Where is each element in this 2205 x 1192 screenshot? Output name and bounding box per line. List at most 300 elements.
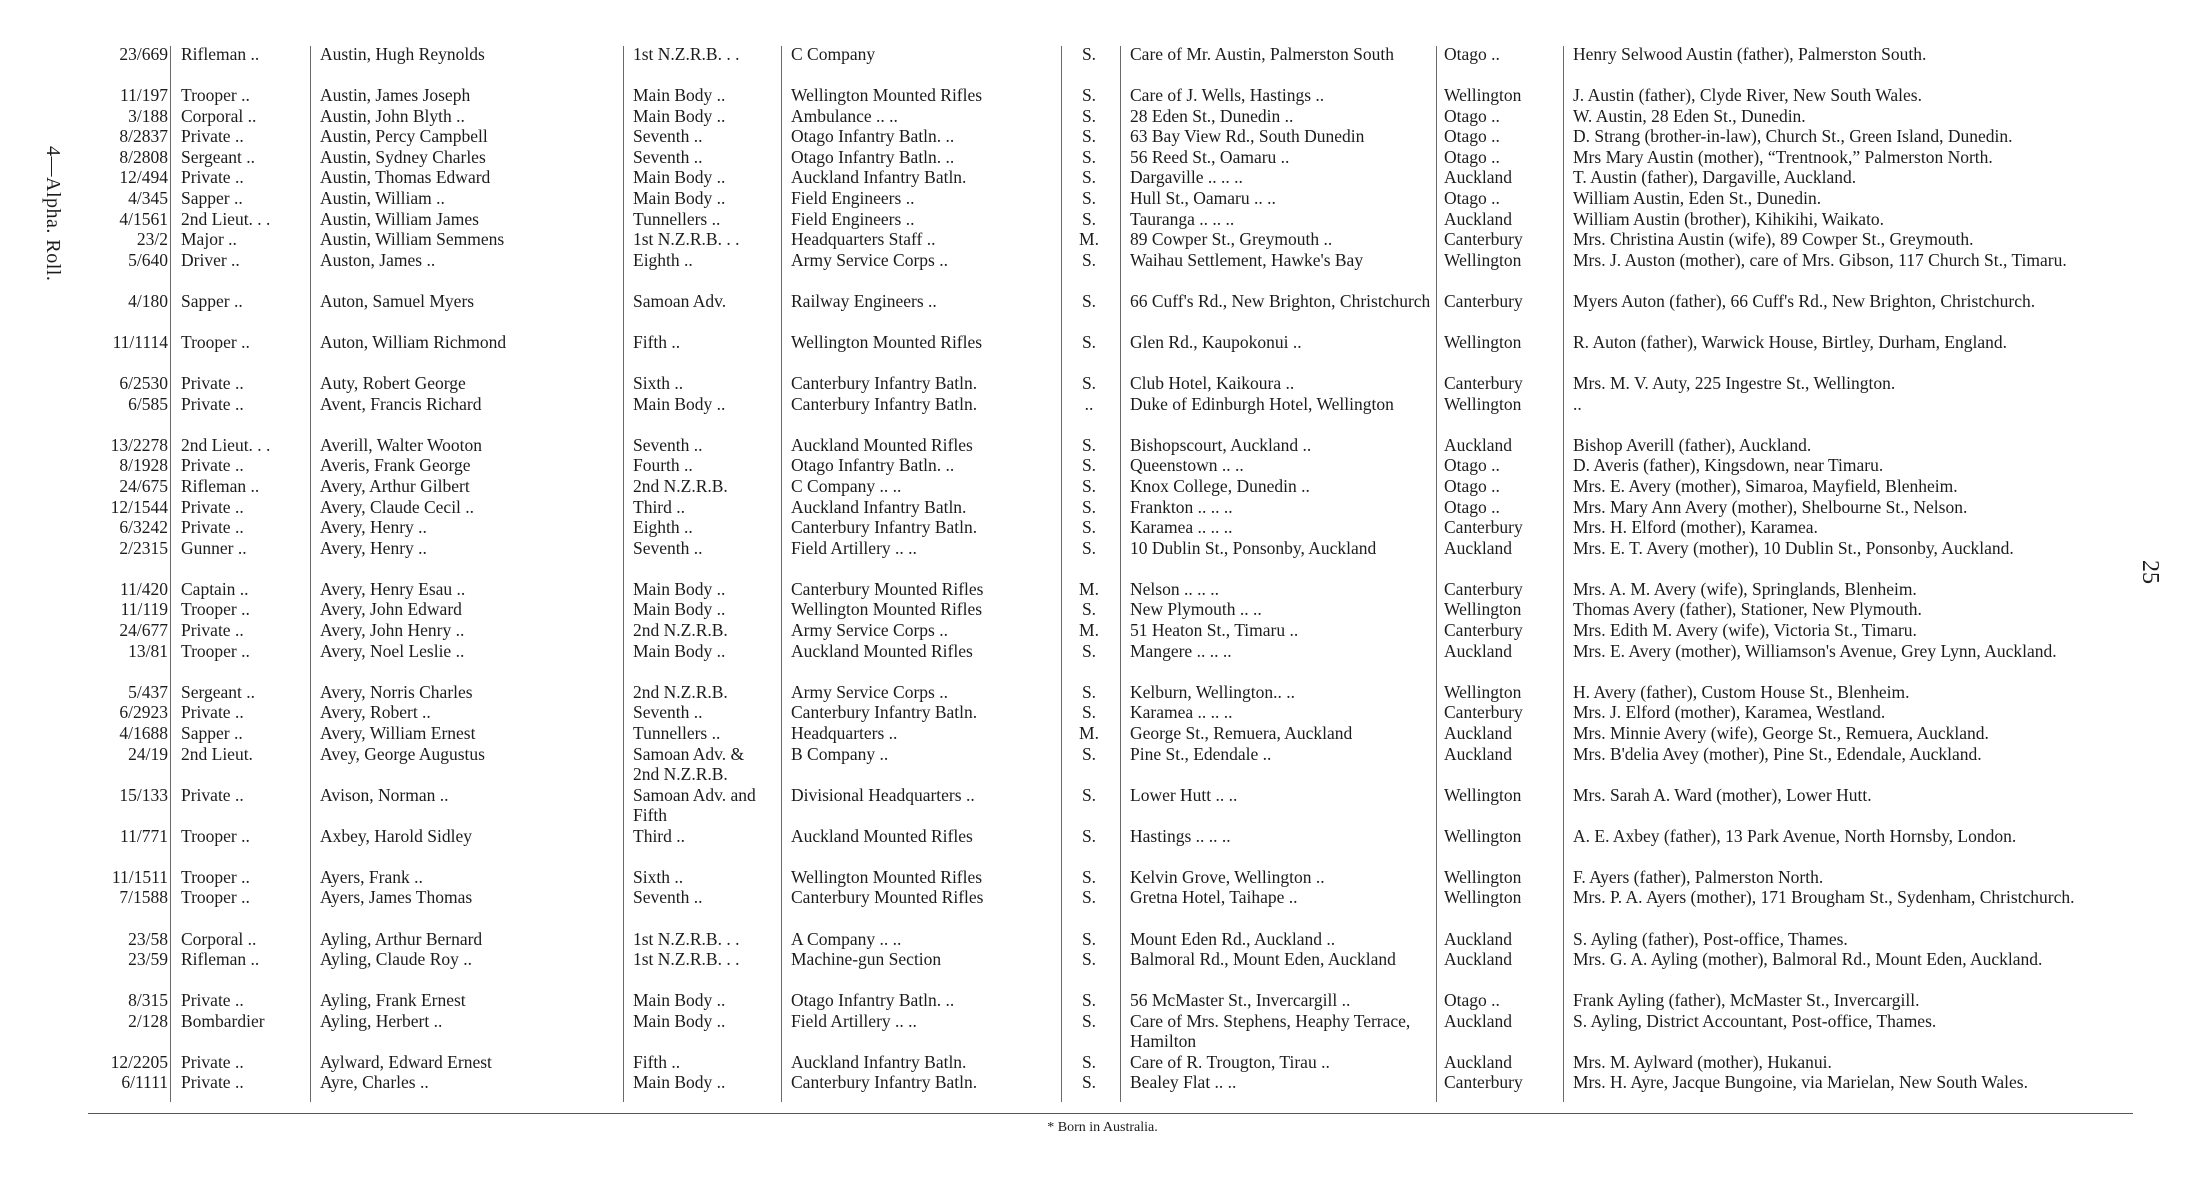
district: Otago .. xyxy=(1444,146,1500,167)
table-row xyxy=(0,641,2205,682)
sub-unit: Divisional Headquarters .. xyxy=(791,784,975,805)
service-number: 4/1561 xyxy=(119,208,168,229)
sub-unit: Wellington Mounted Rifles xyxy=(791,599,983,620)
next-of-kin: Mrs. P. A. Ayers (mother), 171 Brougham St., Sydenham, Christchurch. xyxy=(1573,887,2075,908)
marital-status: S. xyxy=(1081,455,1097,476)
soldier-name: Austin, James Joseph xyxy=(320,85,471,106)
sub-unit: Headquarters Staff .. xyxy=(791,229,936,250)
soldier-name: Auton, William Richmond xyxy=(320,332,507,353)
last-address: Kelburn, Wellington.. .. xyxy=(1130,681,1295,702)
next-of-kin: S. Ayling, District Accountant, Post-office, Thames. xyxy=(1573,1010,1937,1031)
unit: Fourth .. xyxy=(633,455,693,476)
soldier-name: Avery, John Henry .. xyxy=(320,620,465,641)
marital-status: S. xyxy=(1081,208,1097,229)
soldier-name: Avery, Arthur Gilbert xyxy=(320,476,470,496)
table-row xyxy=(0,435,2205,456)
rank: Major .. xyxy=(181,229,237,250)
unit: Tunnellers .. xyxy=(633,722,721,743)
service-number: 23/59 xyxy=(128,949,168,970)
table-row xyxy=(0,250,2205,291)
unit: Samoan Adv. and Fifth xyxy=(633,784,756,826)
soldier-name: Austin, William Semmens xyxy=(320,229,505,250)
service-number: 11/420 xyxy=(120,578,168,599)
unit: Fifth .. xyxy=(633,1051,681,1072)
table-row xyxy=(0,682,2205,703)
rank: Private .. xyxy=(181,784,244,805)
marital-status: M. xyxy=(1079,578,1099,599)
table-row xyxy=(0,887,2205,928)
service-number: 23/669 xyxy=(119,44,168,64)
unit: Third .. xyxy=(633,825,686,846)
next-of-kin: William Austin, Eden St., Dunedin. xyxy=(1573,188,1822,209)
table-row xyxy=(0,929,2205,950)
soldier-name: Axbey, Harold Sidley xyxy=(320,825,472,846)
service-number: 5/640 xyxy=(128,249,168,270)
roll-table xyxy=(0,44,2205,1114)
unit: Seventh .. xyxy=(633,887,703,908)
marital-status: S. xyxy=(1081,373,1097,394)
rank: Sergeant .. xyxy=(181,146,256,167)
rank: Sapper .. xyxy=(181,290,243,311)
service-number: 13/81 xyxy=(128,640,168,661)
table-row xyxy=(0,455,2205,476)
last-address: Lower Hutt .. .. xyxy=(1130,784,1238,805)
rank: Sapper .. xyxy=(181,188,243,209)
last-address: Nelson .. .. .. xyxy=(1130,578,1219,599)
sub-unit: Canterbury Infantry Batln. xyxy=(791,702,978,723)
next-of-kin: William Austin (brother), Kihikihi, Waikato. xyxy=(1573,208,1885,229)
soldier-name: Austin, William .. xyxy=(320,188,445,209)
service-number: 2/2315 xyxy=(119,537,168,558)
service-number: 12/2205 xyxy=(110,1051,168,1072)
service-number: 12/494 xyxy=(119,167,168,188)
next-of-kin: Mrs. Christina Austin (wife), 89 Cowper St., Greymouth. xyxy=(1573,229,1974,250)
rank: Captain .. xyxy=(181,578,249,599)
sub-unit: Machine-gun Section xyxy=(791,949,942,970)
last-address: Queenstown .. .. xyxy=(1130,455,1244,476)
soldier-name: Ayling, Arthur Bernard xyxy=(320,928,483,949)
rank: Private .. xyxy=(181,393,244,414)
district: Otago .. xyxy=(1444,455,1500,476)
service-number: 2/128 xyxy=(128,1010,168,1031)
soldier-name: Avery, Claude Cecil .. xyxy=(320,496,475,517)
soldier-name: Avery, William Ernest xyxy=(320,722,476,743)
next-of-kin: Mrs. B'delia Avey (mother), Pine St., Edendale, Auckland. xyxy=(1573,743,1982,764)
service-number: 11/119 xyxy=(120,599,168,620)
service-number: 4/345 xyxy=(128,188,168,209)
soldier-name: Austin, Thomas Edward xyxy=(320,167,491,188)
next-of-kin: Mrs. Mary Ann Avery (mother), Shelbourne St., Nelson. xyxy=(1573,496,1968,517)
unit: 1st N.Z.R.B. . . xyxy=(633,229,740,250)
table-row xyxy=(0,579,2205,600)
table-row xyxy=(0,723,2205,744)
soldier-name: Auston, James .. xyxy=(320,249,436,270)
last-address: Hastings .. .. .. xyxy=(1130,825,1231,846)
service-number: 11/197 xyxy=(120,85,168,106)
last-address: 28 Eden St., Dunedin .. xyxy=(1130,105,1294,126)
sub-unit: Canterbury Infantry Batln. xyxy=(791,517,978,538)
soldier-name: Austin, Percy Campbell xyxy=(320,126,488,147)
sub-unit: Auckland Mounted Rifles xyxy=(791,825,973,846)
marital-status: S. xyxy=(1081,990,1097,1011)
marital-status: S. xyxy=(1081,640,1097,661)
table-row xyxy=(0,949,2205,990)
rank: Private .. xyxy=(181,496,244,517)
district: Auckland xyxy=(1444,640,1513,661)
last-address: Gretna Hotel, Taihape .. xyxy=(1130,887,1298,908)
soldier-name: Avent, Francis Richard xyxy=(320,393,482,414)
next-of-kin: Mrs. H. Elford (mother), Karamea. xyxy=(1573,517,1818,538)
unit: Eighth .. xyxy=(633,249,693,270)
sub-unit: Auckland Infantry Batln. xyxy=(791,167,967,188)
service-number: 4/180 xyxy=(128,290,168,311)
sub-unit: Otago Infantry Batln. .. xyxy=(791,455,955,476)
soldier-name: Ayre, Charles .. xyxy=(320,1072,429,1093)
sub-unit: Railway Engineers .. xyxy=(791,290,937,311)
district: Otago .. xyxy=(1444,44,1500,64)
last-address: Bishopscourt, Auckland .. xyxy=(1130,434,1312,455)
table-row xyxy=(0,106,2205,127)
soldier-name: Austin, John Blyth .. xyxy=(320,105,465,126)
next-of-kin: Mrs. M. V. Auty, 225 Ingestre St., Wellington. xyxy=(1573,373,1896,394)
service-number: 13/2278 xyxy=(110,434,168,455)
last-address: Care of J. Wells, Hastings .. xyxy=(1130,85,1325,106)
rank: Private .. xyxy=(181,702,244,723)
table-row xyxy=(0,167,2205,188)
table-row xyxy=(0,394,2205,435)
last-address: 51 Heaton St., Timaru .. xyxy=(1130,620,1299,641)
last-address: 56 McMaster St., Invercargill .. xyxy=(1130,990,1351,1011)
marital-status: S. xyxy=(1081,949,1097,970)
next-of-kin: Frank Ayling (father), McMaster St., Invercargill. xyxy=(1573,990,1920,1011)
sub-unit: Canterbury Infantry Batln. xyxy=(791,1072,978,1093)
next-of-kin: Mrs. Sarah A. Ward (mother), Lower Hutt. xyxy=(1573,784,1872,805)
marital-status: S. xyxy=(1081,866,1097,887)
rank: Sapper .. xyxy=(181,722,243,743)
last-address: Hull St., Oamaru .. .. xyxy=(1130,188,1276,209)
rank: Trooper .. xyxy=(181,85,250,106)
soldier-name: Avery, Henry .. xyxy=(320,517,427,538)
unit: Samoan Adv. xyxy=(633,290,727,311)
unit: 1st N.Z.R.B. . . xyxy=(633,44,740,64)
last-address: Dargaville .. .. .. xyxy=(1130,167,1243,188)
sub-unit: Auckland Infantry Batln. xyxy=(791,1051,967,1072)
marital-status: S. xyxy=(1081,1010,1097,1031)
service-number: 5/437 xyxy=(128,681,168,702)
service-number: 6/3242 xyxy=(119,517,168,538)
last-address: Glen Rd., Kaupokonui .. xyxy=(1130,332,1302,353)
table-row xyxy=(0,147,2205,168)
unit: Seventh .. xyxy=(633,702,703,723)
last-address: Knox College, Dunedin .. xyxy=(1130,476,1310,496)
unit: Main Body .. xyxy=(633,105,726,126)
soldier-name: Avery, Robert .. xyxy=(320,702,431,723)
rank: Private .. xyxy=(181,990,244,1011)
service-number: 3/188 xyxy=(128,105,168,126)
unit: 2nd N.Z.R.B. xyxy=(633,476,728,496)
unit: Fifth .. xyxy=(633,332,681,353)
table-row xyxy=(0,44,2205,85)
table-row xyxy=(0,1072,2205,1113)
district: Canterbury xyxy=(1444,620,1523,641)
unit: Seventh .. xyxy=(633,146,703,167)
sub-unit: Auckland Mounted Rifles xyxy=(791,434,973,455)
table-row xyxy=(0,785,2205,826)
rank: Private .. xyxy=(181,1051,244,1072)
next-of-kin: R. Auton (father), Warwick House, Birtley, Durham, England. xyxy=(1573,332,2008,353)
marital-status: S. xyxy=(1081,105,1097,126)
soldier-name: Avery, John Edward xyxy=(320,599,462,620)
table-row xyxy=(0,826,2205,867)
district: Wellington xyxy=(1444,332,1522,353)
next-of-kin: Mrs. M. Aylward (mother), Hukanui. xyxy=(1573,1051,1832,1072)
table-row xyxy=(0,620,2205,641)
unit: Main Body .. xyxy=(633,599,726,620)
last-address: Care of Mrs. Stephens, Heaphy Terrace, Hamilton xyxy=(1130,1010,1411,1052)
table-row xyxy=(0,744,2205,785)
service-number: 24/677 xyxy=(119,620,168,641)
soldier-name: Austin, Sydney Charles xyxy=(320,146,486,167)
next-of-kin: .. xyxy=(1573,393,1582,414)
rank: Private .. xyxy=(181,517,244,538)
district: Canterbury xyxy=(1444,702,1523,723)
district: Wellington xyxy=(1444,681,1522,702)
sub-unit: Otago Infantry Batln. .. xyxy=(791,990,955,1011)
sub-unit: Wellington Mounted Rifles xyxy=(791,85,983,106)
last-address: Kelvin Grove, Wellington .. xyxy=(1130,866,1325,887)
unit: 2nd N.Z.R.B. xyxy=(633,681,728,702)
district: Otago .. xyxy=(1444,476,1500,496)
marital-status: S. xyxy=(1081,496,1097,517)
marital-status: S. xyxy=(1081,928,1097,949)
last-address: Mangere .. .. .. xyxy=(1130,640,1232,661)
service-number: 7/1588 xyxy=(119,887,168,908)
marital-status: S. xyxy=(1081,702,1097,723)
sub-unit: Ambulance .. .. xyxy=(791,105,898,126)
soldier-name: Austin, William James xyxy=(320,208,479,229)
marital-status: S. xyxy=(1081,784,1097,805)
marital-status: S. xyxy=(1081,146,1097,167)
unit: Main Body .. xyxy=(633,1072,726,1093)
service-number: 15/133 xyxy=(119,784,168,805)
soldier-name: Austin, Hugh Reynolds xyxy=(320,44,485,64)
unit: Seventh .. xyxy=(633,126,703,147)
district: Canterbury xyxy=(1444,517,1523,538)
table-row xyxy=(0,1052,2205,1073)
rank: 2nd Lieut. . . xyxy=(181,434,271,455)
service-number: 8/1928 xyxy=(119,455,168,476)
soldier-name: Avison, Norman .. xyxy=(320,784,449,805)
soldier-name: Averill, Walter Wooton xyxy=(320,434,482,455)
last-address: Duke of Edinburgh Hotel, Wellington xyxy=(1130,393,1394,414)
rank: Rifleman .. xyxy=(181,44,260,64)
rank: Private .. xyxy=(181,167,244,188)
sub-unit: Field Engineers .. xyxy=(791,188,915,209)
sub-unit: C Company xyxy=(791,44,876,64)
unit: 1st N.Z.R.B. . . xyxy=(633,928,740,949)
last-address: Club Hotel, Kaikoura .. xyxy=(1130,373,1295,394)
marital-status: S. xyxy=(1081,517,1097,538)
soldier-name: Avery, Henry Esau .. xyxy=(320,578,466,599)
district: Otago .. xyxy=(1444,990,1500,1011)
last-address: Bealey Flat .. .. xyxy=(1130,1072,1237,1093)
district: Wellington xyxy=(1444,85,1522,106)
district: Wellington xyxy=(1444,866,1522,887)
rank: Trooper .. xyxy=(181,825,250,846)
soldier-name: Ayling, Claude Roy .. xyxy=(320,949,472,970)
district: Auckland xyxy=(1444,434,1513,455)
table-row xyxy=(0,332,2205,373)
rank: 2nd Lieut. . . xyxy=(181,208,271,229)
soldier-name: Ayling, Frank Ernest xyxy=(320,990,466,1011)
rank: Trooper .. xyxy=(181,640,250,661)
marital-status: S. xyxy=(1081,1051,1097,1072)
next-of-kin: Mrs. J. Elford (mother), Karamea, Westland. xyxy=(1573,702,1886,723)
rank: Trooper .. xyxy=(181,866,250,887)
marital-status: M. xyxy=(1079,229,1099,250)
soldier-name: Avery, Henry .. xyxy=(320,537,427,558)
service-number: 24/675 xyxy=(119,476,168,496)
marital-status: .. xyxy=(1084,393,1094,414)
bottom-rule xyxy=(88,1113,2133,1114)
soldier-name: Ayers, James Thomas xyxy=(320,887,473,908)
table-row xyxy=(0,1011,2205,1052)
next-of-kin: Mrs. E. Avery (mother), Simaroa, Mayfield, Blenheim. xyxy=(1573,476,1958,496)
last-address: George St., Remuera, Auckland xyxy=(1130,722,1353,743)
next-of-kin: Mrs. Minnie Avery (wife), George St., Remuera, Auckland. xyxy=(1573,722,1989,743)
unit: Main Body .. xyxy=(633,167,726,188)
unit: Main Body .. xyxy=(633,990,726,1011)
rank: Private .. xyxy=(181,126,244,147)
next-of-kin: H. Avery (father), Custom House St., Blenheim. xyxy=(1573,681,1910,702)
marital-status: S. xyxy=(1081,126,1097,147)
soldier-name: Avery, Noel Leslie .. xyxy=(320,640,465,661)
table-row xyxy=(0,188,2205,209)
sub-unit: Otago Infantry Batln. .. xyxy=(791,126,955,147)
last-address: Frankton .. .. .. xyxy=(1130,496,1233,517)
service-number: 11/1511 xyxy=(111,866,168,887)
next-of-kin: Mrs. Edith M. Avery (wife), Victoria St., Timaru. xyxy=(1573,620,1917,641)
marital-status: M. xyxy=(1079,722,1099,743)
marital-status: S. xyxy=(1081,887,1097,908)
marital-status: S. xyxy=(1081,332,1097,353)
sub-unit: Field Artillery .. .. xyxy=(791,537,917,558)
district: Canterbury xyxy=(1444,373,1523,394)
unit: Eighth .. xyxy=(633,517,693,538)
district: Canterbury xyxy=(1444,1072,1523,1093)
sub-unit: A Company .. .. xyxy=(791,928,902,949)
unit: 1st N.Z.R.B. . . xyxy=(633,949,740,970)
table-row xyxy=(0,497,2205,518)
rank: Private .. xyxy=(181,373,244,394)
unit: Main Body .. xyxy=(633,188,726,209)
sub-unit: Headquarters .. xyxy=(791,722,898,743)
sub-unit: Wellington Mounted Rifles xyxy=(791,332,983,353)
table-row xyxy=(0,867,2205,888)
sub-unit: C Company .. .. xyxy=(791,476,902,496)
service-number: 8/2808 xyxy=(119,146,168,167)
marital-status: S. xyxy=(1081,476,1097,496)
sub-unit: Wellington Mounted Rifles xyxy=(791,866,983,887)
marital-status: S. xyxy=(1081,167,1097,188)
district: Auckland xyxy=(1444,1010,1513,1031)
rank: Rifleman .. xyxy=(181,949,260,970)
unit: Main Body .. xyxy=(633,1010,726,1031)
rank: Driver .. xyxy=(181,249,240,270)
marital-status: S. xyxy=(1081,188,1097,209)
sub-unit: Field Engineers .. xyxy=(791,208,915,229)
district: Canterbury xyxy=(1444,290,1523,311)
marital-status: M. xyxy=(1079,620,1099,641)
table-row xyxy=(0,599,2205,620)
rank: Corporal .. xyxy=(181,105,257,126)
next-of-kin: Mrs. A. M. Avery (wife), Springlands, Blenheim. xyxy=(1573,578,1917,599)
next-of-kin: D. Strang (brother-in-law), Church St., Green Island, Dunedin. xyxy=(1573,126,2013,147)
service-number: 23/58 xyxy=(128,928,168,949)
rank: Rifleman .. xyxy=(181,476,260,496)
district: Auckland xyxy=(1444,1051,1513,1072)
next-of-kin: Mrs. E. T. Avery (mother), 10 Dublin St., Ponsonby, Auckland. xyxy=(1573,537,2014,558)
district: Wellington xyxy=(1444,249,1522,270)
last-address: New Plymouth .. .. xyxy=(1130,599,1262,620)
next-of-kin: T. Austin (father), Dargaville, Auckland. xyxy=(1573,167,1857,188)
district: Wellington xyxy=(1444,825,1522,846)
next-of-kin: Myers Auton (father), 66 Cuff's Rd., New Brighton, Christchurch. xyxy=(1573,290,2036,311)
unit: Seventh .. xyxy=(633,537,703,558)
service-number: 11/1114 xyxy=(112,332,168,353)
table-row xyxy=(0,229,2205,250)
service-number: 6/585 xyxy=(128,393,168,414)
last-address: 89 Cowper St., Greymouth .. xyxy=(1130,229,1333,250)
sub-unit: Auckland Infantry Batln. xyxy=(791,496,967,517)
last-address: Karamea .. .. .. xyxy=(1130,702,1233,723)
rank: Sergeant .. xyxy=(181,681,256,702)
sub-unit: Canterbury Mounted Rifles xyxy=(791,578,984,599)
sub-unit: Field Artillery .. .. xyxy=(791,1010,917,1031)
table-row xyxy=(0,517,2205,538)
soldier-name: Averis, Frank George xyxy=(320,455,471,476)
district: Otago .. xyxy=(1444,496,1500,517)
district: Auckland xyxy=(1444,537,1513,558)
marital-status: S. xyxy=(1081,825,1097,846)
sub-unit: Army Service Corps .. xyxy=(791,681,948,702)
service-number: 11/771 xyxy=(120,825,168,846)
unit: 2nd N.Z.R.B. xyxy=(633,620,728,641)
table-row xyxy=(0,538,2205,579)
rank: Corporal .. xyxy=(181,928,257,949)
sub-unit: B Company .. xyxy=(791,743,889,764)
district: Auckland xyxy=(1444,722,1513,743)
table-row xyxy=(0,126,2205,147)
unit: Tunnellers .. xyxy=(633,208,721,229)
service-number: 23/2 xyxy=(136,229,168,250)
last-address: 63 Bay View Rd., South Dunedin xyxy=(1130,126,1365,147)
footnote: * Born in Australia. xyxy=(1047,1120,1158,1135)
next-of-kin: Mrs. E. Avery (mother), Williamson's Avenue, Grey Lynn, Auckland. xyxy=(1573,640,2057,661)
service-number: 12/1544 xyxy=(110,496,168,517)
unit: Main Body .. xyxy=(633,640,726,661)
marital-status: S. xyxy=(1081,681,1097,702)
sub-unit: Auckland Mounted Rifles xyxy=(791,640,973,661)
service-number: 6/2923 xyxy=(119,702,168,723)
next-of-kin: Mrs Mary Austin (mother), “Trentnook,” Palmerston North. xyxy=(1573,146,1993,167)
sub-unit: Army Service Corps .. xyxy=(791,249,948,270)
page-number: 25 xyxy=(2137,560,2163,584)
district: Auckland xyxy=(1444,743,1513,764)
unit: Seventh .. xyxy=(633,434,703,455)
sub-unit: Canterbury Mounted Rifles xyxy=(791,887,984,908)
unit: Sixth .. xyxy=(633,373,684,394)
